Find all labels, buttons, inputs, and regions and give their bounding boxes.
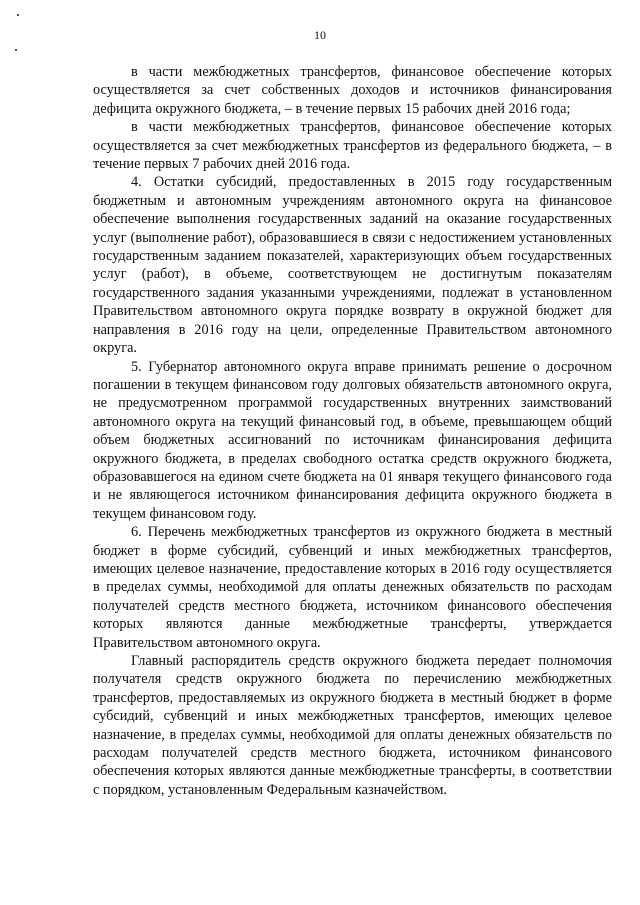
paragraph: 5. Губернатор автономного округа вправе принимать решение о досрочном погашении в текущем финансовом году долговых обязательств автономного округа, не предусмотренном программой государственных внутренних заимствований автономного округа на текущий финансовый год, в объеме, превышающем общий объем бюджетных ассигнований по источникам финансирования дефицита окружного бюджета, в пределах свободного остатка средств окружного бюджета, образовавшегося на едином счете бюджета на 01 января текущего финансового года и не являющегося источником финансирования дефицита окружного бюджета в текущем финансовом году. [93, 358, 612, 522]
scan-speck [17, 14, 19, 16]
document-body [93, 63, 612, 799]
paragraph: Главный распорядитель средств окружного бюджета передает полномочия получателя средств окружного бюджета по перечислению межбюджетных трансфертов, предоставляемых из окружного бюджета в местный бюджет в форме субсидий, субвенций и иных межбюджетных трансфертов, имеющих целевое назначение, в пределах суммы, необходимой для оплаты денежных обязательств по расходам получателей средств местного бюджета, источником финансового обеспечения которых являются данные межбюджетные трансферты, в соответствии с порядком, установленным Федеральным казначейством. [93, 653, 612, 798]
paragraph: 6. Перечень межбюджетных трансфертов из окружного бюджета в местный бюджет в форме субсидий, субвенций и иных межбюджетных трансфертов, имеющих целевое назначение, предоставление которых в 2016 году осуществляется в пределах суммы, необходимой для оплаты денежных обязательств по расходам получателей средств местного бюджета, источником финансового обеспечения которых являются данные межбюджетные трансферты, утверждается Правительством автономного округа. [93, 524, 612, 651]
paragraph: в части межбюджетных трансфертов, финансовое обеспечение которых осуществляется за счет межбюджетных трансфертов из федерального бюджета, – в течение первых 7 рабочих дней 2016 года. [93, 119, 612, 173]
page-number: 10 [314, 28, 326, 42]
scan-speck [15, 49, 17, 51]
paragraph: 4. Остатки субсидий, предоставленных в 2015 году государственным бюджетным и автономным учреждениям автономного округа на финансовое обеспечение выполнения государственных заданий на оказание государственных услуг (выполнение работ), образовавшиеся в связи с недостижением установленных государственным заданием показателей, характеризующих объем государственных услуг (работ), в объеме, соответствующем не достигнутым показателям государственного задания указанными учреждениями, подлежат в установленном Правительством автономного округа порядке возврату в окружной бюджет для направления в 2016 году на цели, определенные Правительством автономного округа. [93, 174, 612, 357]
paragraph: в части межбюджетных трансфертов, финансовое обеспечение которых осуществляется за счет собственных доходов и источников финансирования дефицита окружного бюджета, – в течение первых 15 рабочих дней 2016 года; [93, 64, 612, 117]
